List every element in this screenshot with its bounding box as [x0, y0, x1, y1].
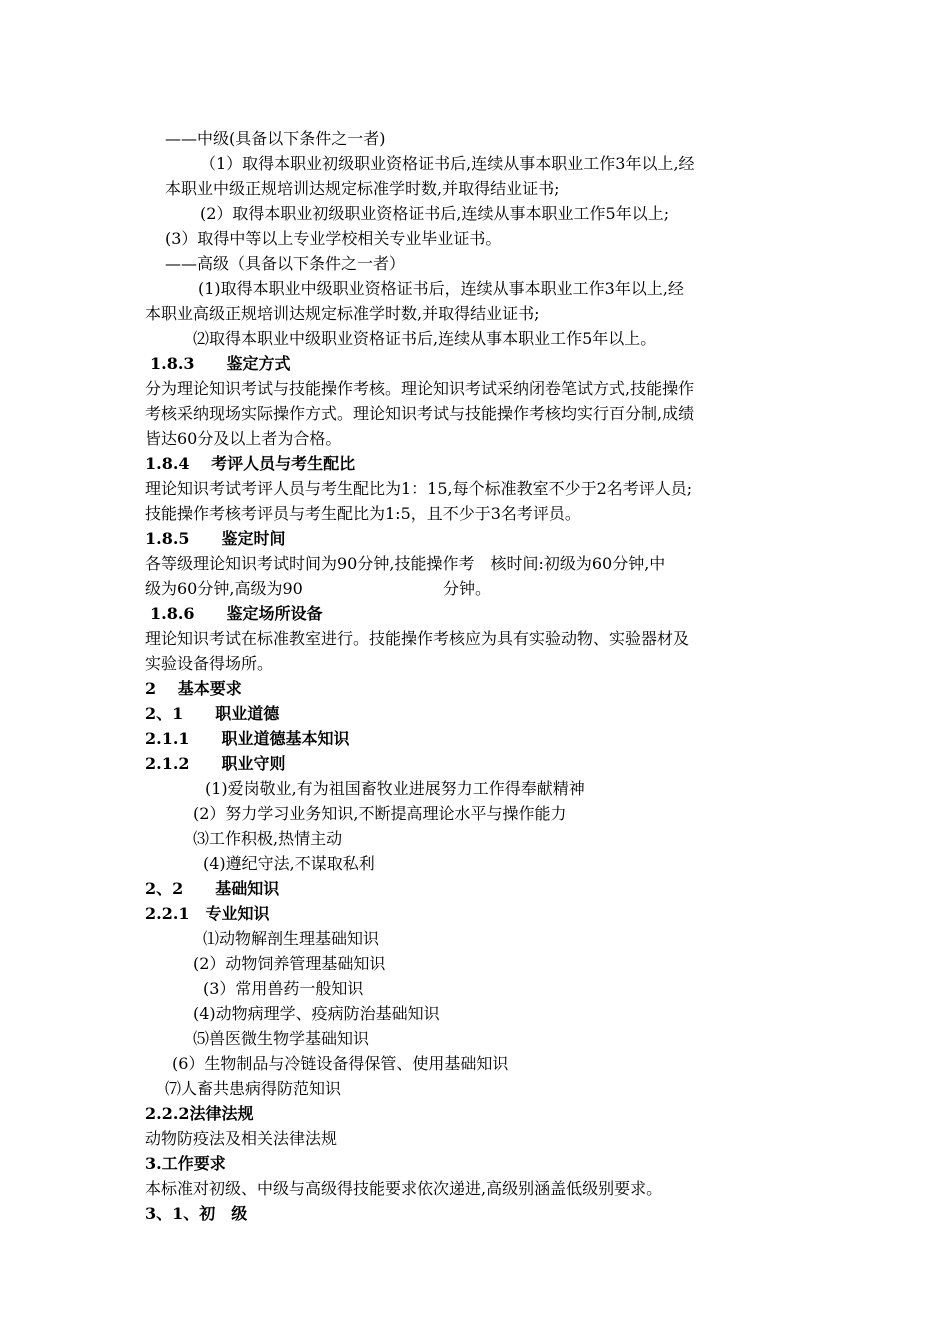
knowledge-item: ⑺人畜共患病得防范知识 — [165, 1079, 342, 1098]
mid-condition-1-line1: （1）取得本职业初级职业资格证书后,连续从事本职业工作3年以上,经 — [200, 154, 695, 173]
high-condition-1-line2: 本职业高级正规培训达规定标准学时数,并取得结业证书; — [145, 304, 540, 323]
knowledge-item: ⑴动物解剖生理基础知识 — [203, 929, 380, 948]
code-of-conduct-item: (4)遵纪守法,不谋取私利 — [203, 854, 375, 873]
section-1-8-5-line2a: 级为60分钟,高级为90 — [145, 579, 303, 598]
section-1-8-6-line1: 理论知识考试在标准教室进行。技能操作考核应为具有实验动物、实验器材及 — [145, 629, 690, 648]
section-1-8-6-line2: 实验设备得场所。 — [145, 654, 274, 673]
code-of-conduct-item: (1)爱岗敬业,有为祖国畜牧业进展努力工作得奉献精神 — [205, 779, 585, 798]
section-3-line1: 本标准对初级、中级与高级得技能要求依次递进,高级别涵盖低级别要求。 — [145, 1179, 663, 1198]
section-1-8-3-line3: 皆达60分及以上者为合格。 — [145, 429, 342, 448]
section-3-1-heading: 3、1、初 级 — [145, 1204, 248, 1223]
section-2-1-1-heading: 2.1.1 职业道德基本知识 — [145, 729, 350, 748]
high-level-title: ——高级（具备以下条件之一者） — [165, 254, 406, 273]
section-1-8-3-heading: 1.8.3 鉴定方式 — [150, 354, 291, 373]
section-1-8-4-line2: 技能操作考核考评员与考生配比为1:5，且不少于3名考评员。 — [145, 504, 581, 523]
section-2-2-heading: 2、2 基础知识 — [145, 879, 280, 898]
knowledge-item: (4)动物病理学、疫病防治基础知识 — [193, 1004, 440, 1023]
mid-level-title: ——中级(具备以下条件之一者) — [165, 129, 386, 148]
section-2-1-heading: 2、1 职业道德 — [145, 704, 280, 723]
section-1-8-3-line2: 考核采纳现场实际操作方式。理论知识考试与技能操作考核均实行百分制,成绩 — [145, 404, 695, 423]
mid-condition-1-line2: 本职业中级正规培训达规定标准学时数,并取得结业证书; — [165, 179, 560, 198]
section-2-2-2-heading: 2.2.2法律法规 — [145, 1104, 254, 1123]
section-1-8-4-line1: 理论知识考试考评人员与考生配比为1：15,每个标准教室不少于2名考评人员; — [145, 479, 693, 498]
section-3-heading: 3.工作要求 — [145, 1154, 226, 1173]
section-1-8-4-heading: 1.8.4 考评人员与考生配比 — [145, 454, 356, 473]
mid-condition-3: (3）取得中等以上专业学校相关专业毕业证书。 — [165, 229, 502, 248]
section-2-heading: 2 基本要求 — [145, 679, 242, 698]
high-condition-2: ⑵取得本职业中级职业资格证书后,连续从事本职业工作5年以上。 — [193, 329, 657, 348]
section-1-8-5-heading: 1.8.5 鉴定时间 — [145, 529, 286, 548]
section-2-1-2-heading: 2.1.2 职业守则 — [145, 754, 286, 773]
section-1-8-5-line2b: 分钟。 — [443, 579, 492, 598]
section-2-2-1-heading: 2.2.1 专业知识 — [145, 904, 270, 923]
high-condition-1-line1: (1)取得本职业中级职业资格证书后，连续从事本职业工作3年以上,经 — [198, 279, 684, 298]
knowledge-item: ⑸兽医微生物学基础知识 — [193, 1029, 370, 1048]
law-text: 动物防疫法及相关法律法规 — [145, 1129, 338, 1148]
section-1-8-5-line1: 各等级理论知识考试时间为90分钟,技能操作考 核时间:初级为60分钟,中 — [145, 554, 666, 573]
mid-condition-2: (2）取得本职业初级职业资格证书后,连续从事本职业工作5年以上; — [200, 204, 670, 223]
knowledge-item: (2）动物饲养管理基础知识 — [193, 954, 386, 973]
code-of-conduct-item: (2）努力学习业务知识,不断提高理论水平与操作能力 — [193, 804, 567, 823]
knowledge-item: (6）生物制品与冷链设备得保管、使用基础知识 — [172, 1054, 509, 1073]
section-1-8-3-line1: 分为理论知识考试与技能操作考核。理论知识考试采纳闭卷笔试方式,技能操作 — [145, 379, 695, 398]
code-of-conduct-item: ⑶工作积极,热情主动 — [193, 829, 343, 848]
section-1-8-6-heading: 1.8.6 鉴定场所设备 — [150, 604, 323, 623]
knowledge-item: (3）常用兽药一般知识 — [203, 979, 364, 998]
